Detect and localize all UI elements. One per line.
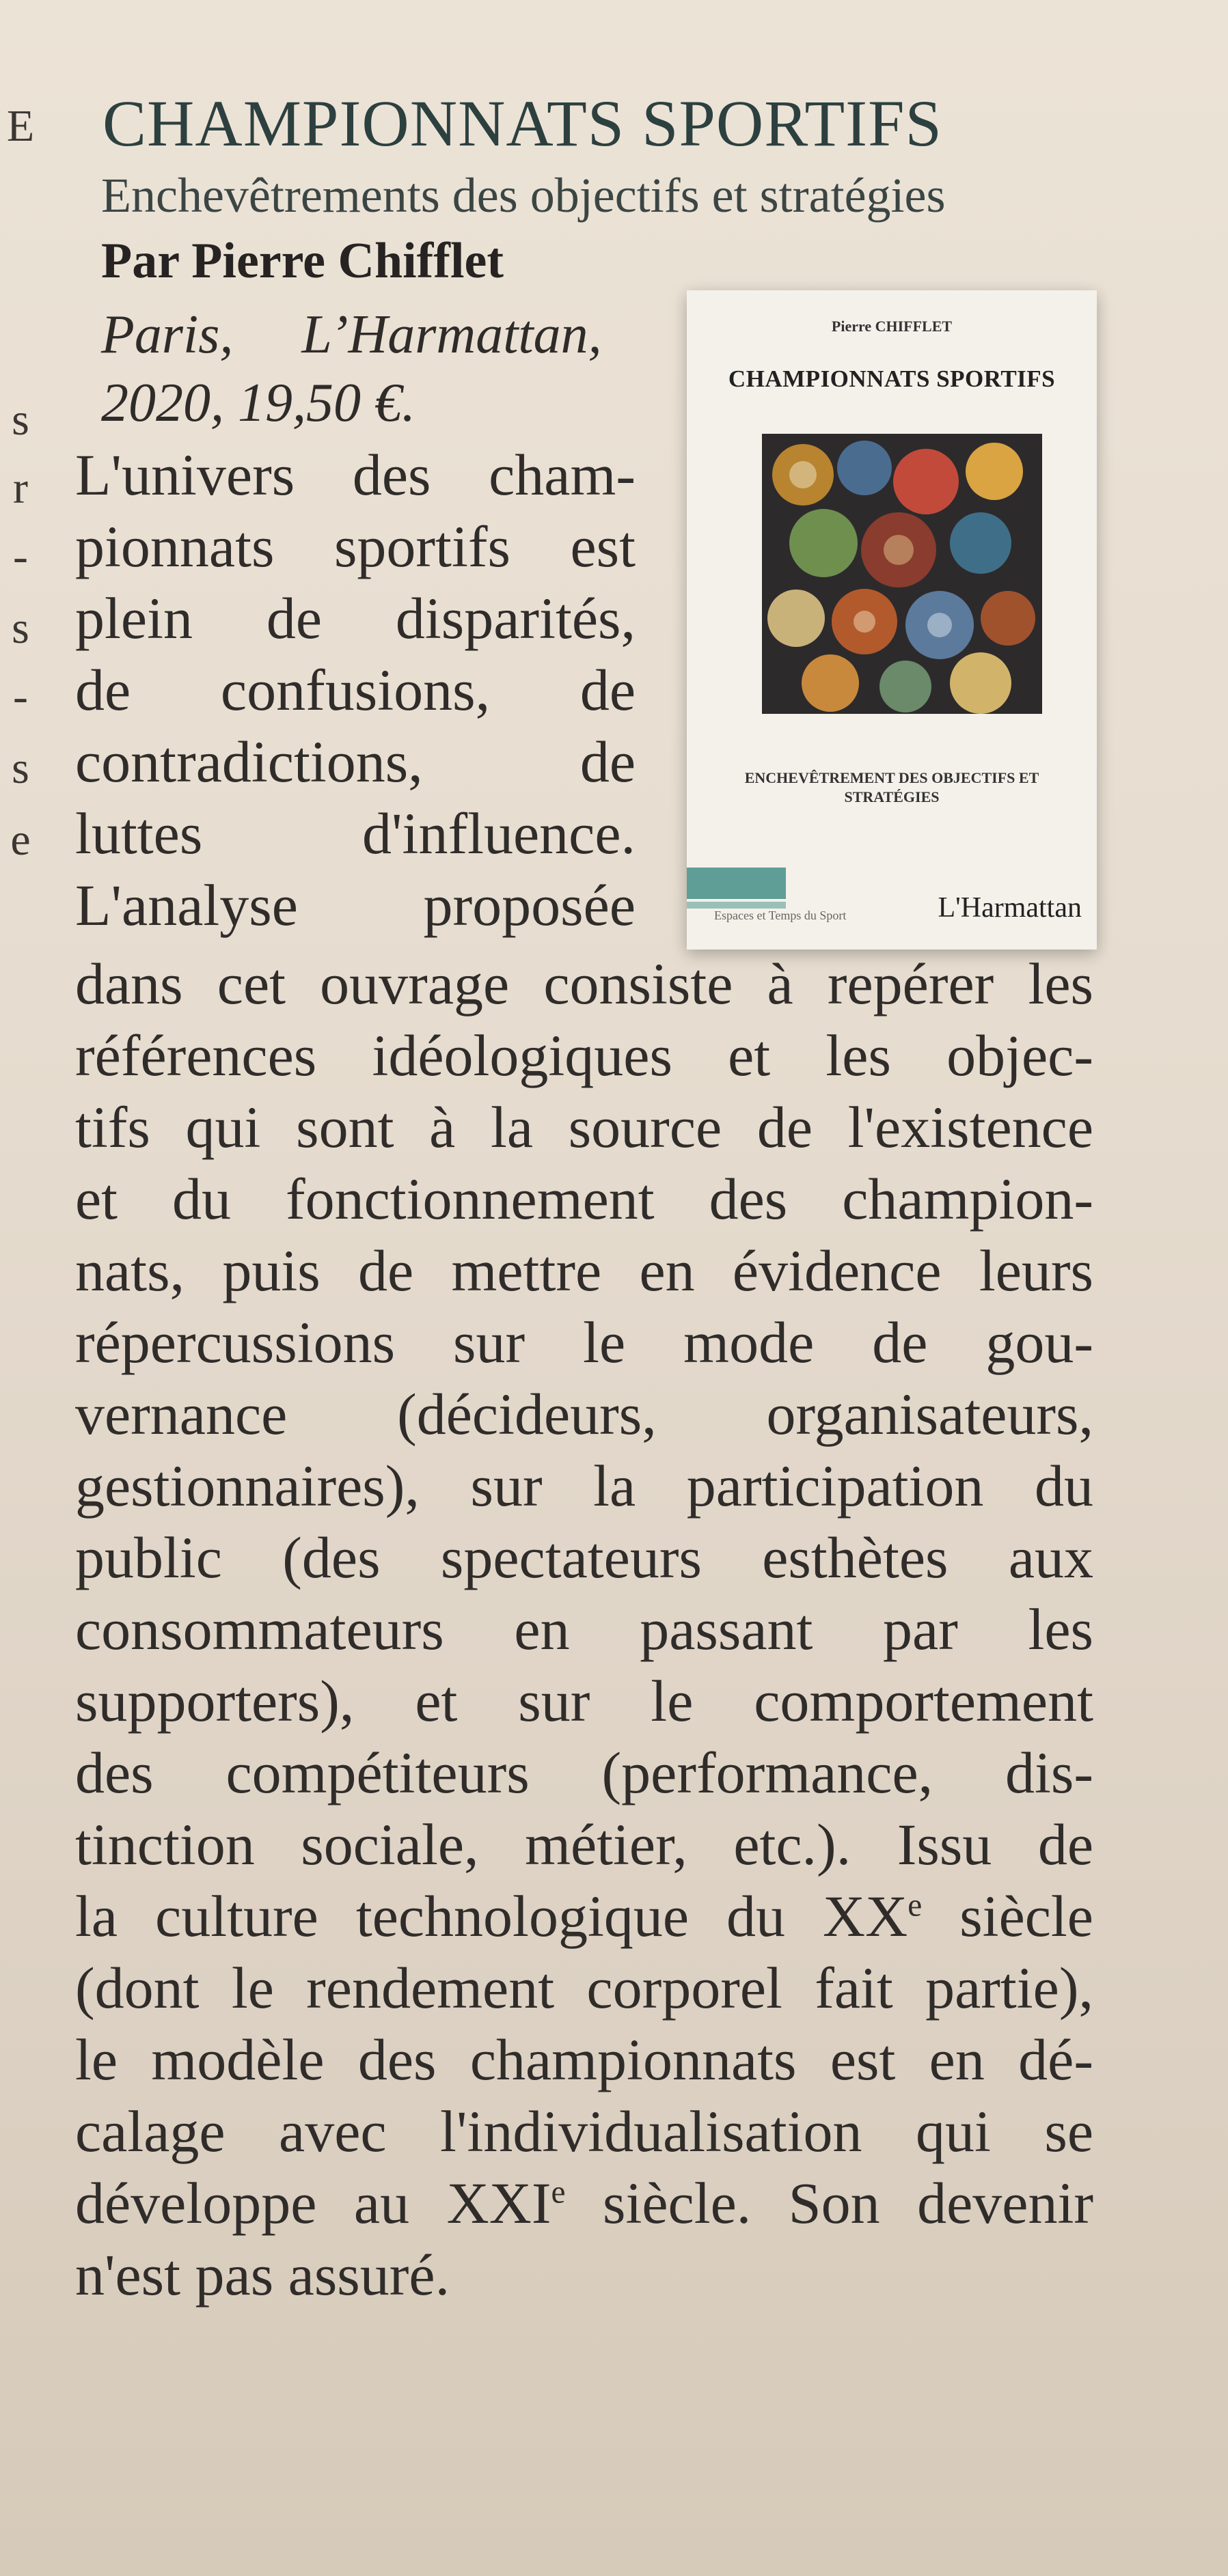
body-text: développe au XXI xyxy=(75,2170,551,2236)
review-author: Par Pierre Chifflet xyxy=(101,233,504,289)
body-line: n'est pas assuré. xyxy=(75,2242,450,2308)
cover-author: Pierre CHIFFLET xyxy=(831,318,953,335)
previous-column-fragment xyxy=(0,0,41,2576)
body-line xyxy=(75,1882,1093,1950)
prev-col-letter: r xyxy=(13,463,28,513)
body-line: L'analyse proposée xyxy=(75,872,636,938)
body-line: références idéologiques et les objec- xyxy=(75,1023,1093,1088)
publication-line: Paris, L’Harmattan, xyxy=(101,305,602,365)
cover-title: CHAMPIONNATS SPORTIFS xyxy=(728,365,1056,392)
prev-col-letter: s xyxy=(12,603,29,653)
body-line: pionnats sportifs est xyxy=(75,514,636,579)
prev-col-letter: - xyxy=(13,671,28,721)
body-text: siècle. Son devenir xyxy=(565,2170,1093,2236)
body-line: tinction sociale, métier, etc.). Issu de xyxy=(75,1812,1093,1877)
cover-publisher: L'Harmattan xyxy=(938,892,1082,924)
body-line: L'univers des cham- xyxy=(75,442,636,508)
body-line: contradictions, de xyxy=(75,729,636,794)
body-line: public (des spectateurs esthètes aux xyxy=(75,1525,1093,1590)
prev-col-letter: s xyxy=(12,395,29,445)
body-line: gestionnaires), sur la participation du xyxy=(75,1453,1093,1519)
collection-band xyxy=(687,902,786,909)
prev-col-letter: - xyxy=(13,531,28,581)
body-line: plein de disparités, xyxy=(75,585,636,651)
body-line: de confusions, de xyxy=(75,657,636,723)
body-line: luttes d'influence. xyxy=(75,801,636,866)
body-line: dans cet ouvrage consiste à repérer les xyxy=(75,951,1093,1016)
cover-subtitle: ENCHEVÊTREMENT DES OBJECTIFS ET STRATÉGIES xyxy=(744,769,1039,805)
body-line: consommateurs en passant par les xyxy=(75,1596,1093,1662)
superscript: e xyxy=(908,1887,923,1924)
body-text: la culture technologique du XX xyxy=(75,1883,908,1949)
prev-col-letter: e xyxy=(10,815,31,865)
body-line: répercussions sur le mode de gou- xyxy=(75,1310,1093,1375)
body-line: calage avec l'individualisation qui se xyxy=(75,2099,1093,2164)
publication-line: 2020, 19,50 €. xyxy=(101,373,415,433)
collection-band xyxy=(687,868,786,899)
cover-collection: Espaces et Temps du Sport xyxy=(714,909,847,922)
prev-col-letter: E xyxy=(6,101,35,151)
review-subtitle: Enchevêtrements des objectifs et stratégies xyxy=(101,168,946,223)
superscript: e xyxy=(551,2174,566,2211)
book-cover-image xyxy=(687,290,1097,950)
body-line: (dont le rendement corporel fait partie), xyxy=(75,1955,1093,2021)
body-line: nats, puis de mettre en évidence leurs xyxy=(75,1238,1093,1303)
body-line: vernance (décideurs, organisateurs, xyxy=(75,1381,1093,1447)
body-line: tifs qui sont à la source de l'existence xyxy=(75,1094,1093,1160)
body-text: siècle xyxy=(922,1883,1093,1949)
body-line: supporters), et sur le comportement xyxy=(75,1668,1093,1734)
body-line: des compétiteurs (performance, dis- xyxy=(75,1740,1093,1805)
body-line: et du fonctionnement des champion- xyxy=(75,1166,1093,1232)
body-line xyxy=(75,2169,1093,2237)
body-line: le modèle des championnats est en dé- xyxy=(75,2027,1093,2092)
cover-artwork xyxy=(762,434,1042,714)
review-title: CHAMPIONNATS SPORTIFS xyxy=(103,87,942,160)
prev-col-letter: s xyxy=(12,743,29,793)
sports-balls-illustration xyxy=(762,434,1042,714)
